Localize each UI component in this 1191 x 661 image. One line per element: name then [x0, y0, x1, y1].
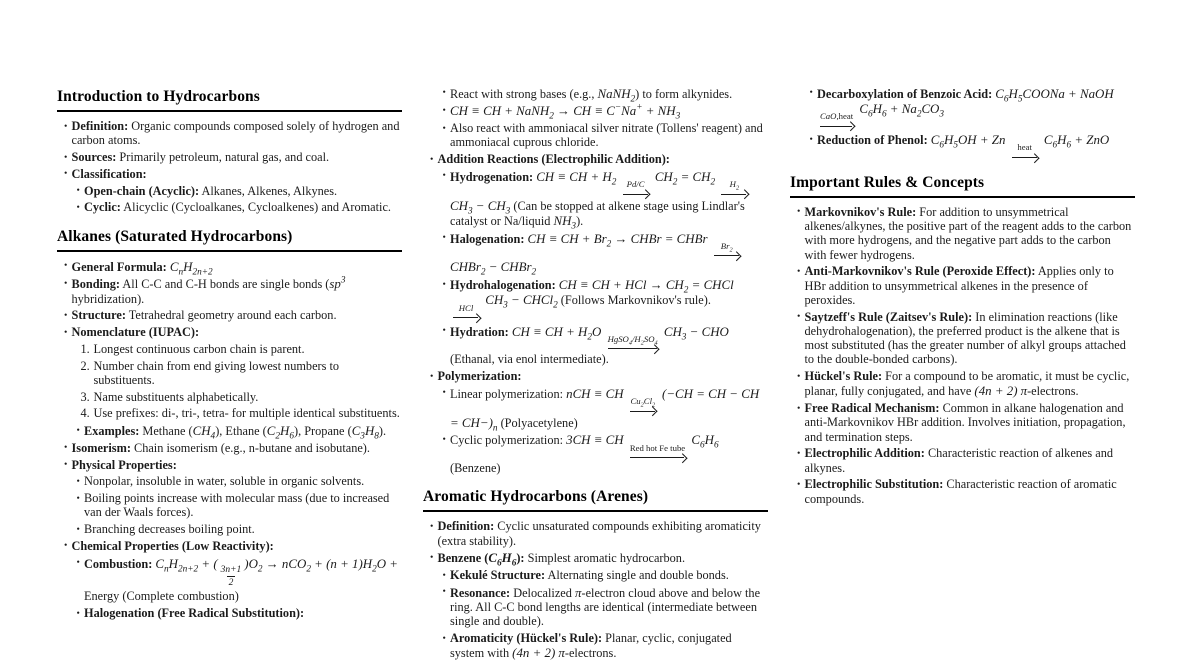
list-item: [423, 277, 768, 321]
item-label: Halogenation (Free Radical Substitution):: [84, 606, 305, 621]
bullet-icon: •: [442, 433, 446, 445]
item-text: Structure: Tetrahedral geometry around each carbon.: [71, 308, 337, 323]
item-label: Markovnikov's Rule:: [804, 204, 917, 219]
list-item: [57, 522, 402, 536]
math-expression: $sp^3$: [329, 275, 346, 292]
list-item: [790, 446, 1135, 475]
bullet-icon: •: [64, 277, 68, 289]
list-item: [423, 152, 768, 166]
item-text: [817, 132, 1110, 153]
section: [57, 228, 402, 621]
list-item: [57, 359, 402, 388]
list-item: [423, 568, 768, 582]
column-1: [57, 83, 402, 626]
item-label: Structure:: [71, 308, 126, 323]
reaction-arrow-icon: [721, 180, 747, 197]
item-label: Polymerization:: [437, 369, 522, 383]
list-item: [57, 150, 402, 164]
reaction-arrow-icon: [714, 242, 740, 259]
bullet-icon: •: [442, 325, 446, 336]
math-expression: π: [558, 645, 565, 661]
item-text: Saytzeff's Rule (Zaitsev's Rule): In elimination reactions (like dehydrohalogenation), the preferred product is the alkene that is most substituted (has the greater number of alkyl groups attached to the double-bonded carbons).: [804, 309, 1126, 367]
item-text: Nonpolar, insoluble in water, soluble in organic solvents.: [84, 474, 365, 489]
item-text: Boiling points increase with molecular mass (due to increased van der Waals forces).: [84, 491, 390, 520]
bullet-icon: •: [797, 370, 801, 382]
math-expression: CaO,heat: [820, 111, 854, 122]
item-label: Aromaticity (Hückel's Rule):: [450, 631, 603, 645]
item-text: Sources: Primarily petroleum, natural gas, and coal.: [71, 150, 330, 164]
bullet-icon: •: [797, 402, 801, 414]
item-label: Definition:: [437, 519, 495, 534]
list-item: [57, 390, 402, 404]
math-expression: $CH_4$: [192, 423, 216, 442]
math-expression: $C_6H_5OH + Zn$ heat $C_6H_6$ + ZnO: [931, 132, 1109, 147]
bullet-icon: •: [442, 232, 446, 243]
list-item: [423, 85, 768, 105]
section-heading: Introduction to Hydrocarbons: [57, 88, 402, 112]
list-item: [57, 325, 402, 339]
math-expression: CH ≡ CH + $H_2O$ $HgSO_4/H_2SO_4$ $CH_3$ − CHO: [512, 324, 729, 339]
list-item: [790, 132, 1135, 161]
bullet-icon: •: [64, 120, 68, 132]
item-text: [72, 539, 274, 553]
math-expression: $C_nH_{2n+2}$: [169, 258, 213, 278]
item-label: Hydration:: [450, 324, 509, 339]
bullet-icon: •: [797, 478, 801, 490]
math-expression: $C_3H_8$: [351, 423, 379, 442]
bullet-icon: •: [430, 520, 434, 532]
bullet-icon: •: [442, 278, 446, 290]
bullet-icon: •: [797, 265, 801, 277]
bullet-icon: •: [442, 632, 446, 644]
number-marker: 1.: [80, 341, 90, 356]
item-text: Also react with ammoniacal silver nitrate (Tollens' reagent) and ammoniacal cuprous chloride.: [450, 121, 763, 150]
bullet-icon: •: [809, 133, 813, 145]
list-item: [57, 276, 402, 306]
number-marker: 2.: [80, 358, 90, 373]
list-item: [57, 184, 402, 198]
bullet-icon: •: [442, 387, 446, 399]
math-expression: CH ≡ CH + $Br_2$ → CHBr = CHBr $Br_2$ CHBr$_2$ − CHBr$_2$: [450, 231, 743, 275]
math-expression: π: [1020, 383, 1028, 399]
math-expression: $Cu_2Cl_2$: [630, 396, 656, 409]
bullet-icon: •: [442, 104, 446, 116]
item-label: Hydrogenation:: [450, 169, 534, 184]
list-item: [790, 401, 1135, 444]
list-item: [790, 264, 1135, 307]
item-text: Definition: Cyclic unsaturated compounds exhibiting aromaticity (extra stability).: [437, 519, 761, 548]
list-item: [423, 519, 768, 548]
reaction-arrow-icon: [453, 304, 479, 321]
item-text: Hydration: CH ≡ CH + $H_2O$ $HgSO_4/H_2SO_4$ $CH_3$ − CHO (Ethanal, via enol intermediate).: [450, 323, 729, 367]
list-item: [423, 385, 768, 434]
list-item: [57, 167, 402, 181]
bullet-icon: •: [430, 551, 434, 563]
math-expression: π: [575, 584, 582, 600]
bullet-icon: •: [797, 447, 801, 459]
item-label: Electrophilic Addition:: [804, 446, 925, 461]
item-text: Aromaticity (Hückel's Rule): Planar, cyclic, conjugated system with (4n + 2) π-electrons.: [450, 631, 732, 661]
bullet-icon: •: [430, 153, 434, 165]
reaction-arrow-icon: [1012, 143, 1038, 160]
bullet-icon: •: [809, 87, 813, 98]
list-item: [423, 102, 768, 122]
item-text: Hydrohalogenation: CH ≡ CH + HCl → $CH_2$ = CHCl HCl $CH_3$ − CHCl$_2$ (Follows Markovnikov's rule).: [450, 278, 734, 307]
item-text: [817, 85, 1114, 122]
list-item: [57, 423, 402, 442]
bullet-icon: •: [64, 459, 68, 470]
section-heading: Important Rules & Concepts: [790, 174, 1135, 198]
list-item: [790, 205, 1135, 262]
item-text: Number chain from end giving lowest numbers to substituents.: [93, 358, 340, 387]
math-expression: CH ≡ CH + $H_2$ Pd/C $CH_2 = CH_2$ $H_2$ $CH_3 - CH_3$: [450, 169, 750, 213]
math-expression: CH ≡ CH + NaNH$_2$ → CH ≡ $C^-Na^+ + NH_3$: [450, 102, 681, 122]
bullet-icon: •: [76, 607, 80, 619]
item-text: Open-chain (Acyclic): Alkanes, Alkenes, Alkynes.: [84, 183, 338, 198]
item-label: Halogenation:: [450, 231, 525, 246]
bullet-icon: •: [64, 260, 68, 271]
item-text: Electrophilic Addition: Characteristic reaction of alkenes and alkynes.: [804, 446, 1113, 475]
math-expression: $C_6H_6$: [488, 550, 517, 569]
section: [423, 488, 768, 660]
bullet-icon: •: [76, 557, 80, 568]
math-expression: 2: [228, 578, 234, 589]
list-item: [57, 539, 402, 553]
item-label: Reduction of Phenol:: [817, 133, 928, 147]
math-expression: NaNH$_2$: [597, 85, 636, 105]
number-marker: 4.: [80, 406, 90, 421]
item-text: Cyclic polymerization: 3CH ≡ CH Red hot Fe tube $C_6H_6$ (Benzene): [450, 432, 719, 475]
item-label: Electrophilic Substitution:: [804, 477, 944, 492]
math-expression: $C_nH_{2n+2}$ + ( $\frac{3n+1}{2}$ )$O_2 \to nCO_2 + (n + 1)H_2O$ +: [155, 555, 399, 589]
math-expression: $NH_3$: [553, 212, 577, 232]
item-label: Physical Properties:: [71, 457, 177, 472]
item-text: Free Radical Mechanism: Common in alkane halogenation and anti-Markovnikov HBr addition. Involves initiation, propagation, and termination steps.: [804, 401, 1126, 444]
list-item: [790, 86, 1135, 130]
item-text: Definition: Organic compounds composed solely of hydrogen and carbon atoms.: [71, 119, 400, 148]
item-label: Classification:: [71, 166, 147, 181]
column-3: [790, 83, 1135, 626]
item-text: Longest continuous carbon chain is parent.: [93, 341, 305, 356]
math-expression: $HgSO_4/H_2SO_4$: [607, 333, 658, 347]
item-text: Use prefixes: di-, tri-, tetra- for multiple identical substituents.: [93, 406, 400, 421]
bullet-icon: •: [442, 122, 446, 134]
item-text: Branching decreases boiling point.: [84, 522, 255, 536]
item-label: Chemical Properties (Low Reactivity):: [71, 538, 274, 553]
item-text: Markovnikov's Rule: For addition to unsymmetrical alkenes/alkynes, the positive part of the reagent adds to the carbon with more hydrogens, and the negative part adds to the carbon with fewer hydrogens.: [804, 204, 1132, 262]
item-label: Benzene $(C_6H_6)$:: [437, 550, 525, 569]
reaction-arrow-icon: [630, 444, 685, 461]
item-text: Kekulé Structure: Alternating single and double bonds.: [450, 568, 729, 582]
item-text: [438, 152, 670, 166]
item-label: Open-chain (Acyclic):: [84, 183, 200, 198]
list-item: [423, 324, 768, 367]
bullet-icon: •: [64, 168, 68, 180]
column-2: [423, 83, 768, 661]
item-text: Resonance: Delocalized π-electron cloud above and below the ring. All C-C bond lengths are identical (intermediate between single and double).: [450, 584, 761, 629]
math-expression: Pd/C: [626, 179, 645, 190]
math-expression: $Br_2$: [720, 240, 733, 254]
item-label: Anti-Markovnikov's Rule (Peroxide Effect):: [804, 264, 1036, 279]
bullet-icon: •: [442, 569, 446, 581]
math-expression: $H_2$: [729, 179, 740, 192]
math-expression: HCl: [458, 302, 474, 313]
fraction: [219, 564, 244, 589]
bullet-icon: •: [76, 201, 80, 213]
item-text: Hückel's Rule: For a compound to be aromatic, it must be cyclic, planar, fully conjugated, and have (4n + 2) π-electrons.: [804, 369, 1130, 399]
list-item: [57, 200, 402, 214]
number-marker: 3.: [80, 389, 90, 404]
math-expression: 3CH ≡ CH Red hot Fe tube $C_6H_6$: [566, 432, 719, 447]
item-label: Sources:: [71, 150, 117, 164]
bullet-icon: •: [797, 206, 801, 218]
item-label: Definition:: [71, 119, 129, 133]
item-label: Free Radical Mechanism:: [804, 401, 940, 415]
item-label: Addition Reactions (Electrophilic Addition):: [437, 152, 670, 166]
bullet-icon: •: [64, 309, 68, 321]
list-item: [423, 168, 768, 232]
list-item: [423, 230, 768, 278]
list-item: [57, 556, 402, 604]
item-text: [450, 102, 681, 122]
item-label: Saytzeff's Rule (Zaitsev's Rule):: [804, 309, 973, 324]
item-text: Isomerism: Chain isomerism (e.g., n-butane and isobutane).: [71, 440, 370, 455]
item-text: Combustion: $C_nH_{2n+2}$ + ( $\frac{3n+1}{2}$ )$O_2 \to nCO_2 + (n + 1)H_2O$ + Energy (Complete combustion): [84, 555, 399, 604]
reaction-arrow-icon: [623, 180, 649, 197]
math-expression: $C_6H_5COONa$ + NaOH CaO,heat $C_6H_6 + Na_2CO_3$: [817, 86, 1114, 116]
item-text: Bonding: All C-C and C-H bonds are single bonds ($sp^3$ hybridization).: [71, 275, 346, 306]
math-expression: CH ≡ CH + HCl → $CH_2$ = CHCl HCl $CH_3$ − CHCl$_2$: [450, 277, 734, 307]
list-item: [57, 606, 402, 620]
item-text: React with strong bases (e.g., NaNH$_2$) to form alkynides.: [450, 85, 733, 105]
item-label: Bonding:: [71, 277, 121, 292]
item-text: [71, 258, 213, 278]
section: [790, 86, 1135, 161]
list-item: [423, 631, 768, 661]
bullet-icon: •: [430, 370, 434, 382]
bullet-icon: •: [64, 151, 68, 163]
list-item: [423, 121, 768, 150]
list-item: [57, 491, 402, 520]
math-expression: nCH ≡ CH $Cu_2Cl_2$ (−CH = CH − CH = $CH-)_n$: [450, 385, 760, 434]
list-item: [57, 458, 402, 472]
item-text: [84, 606, 304, 620]
item-text: Hydrogenation: CH ≡ CH + $H_2$ Pd/C $CH_2 = CH_2$ $H_2$ $CH_3 - CH_3$ (Can be stopped at alkene stage using Lindlar's catalyst or Na/liquid $NH_3$).: [450, 170, 750, 228]
bullet-icon: •: [76, 185, 80, 196]
item-label: Examples:: [84, 424, 140, 438]
bullet-icon: •: [64, 540, 68, 552]
bullet-icon: •: [64, 442, 68, 454]
bullet-icon: •: [64, 326, 68, 338]
list-item: [57, 308, 402, 322]
item-text: Benzene $(C_6H_6)$: Simplest aromatic hydrocarbon.: [437, 550, 686, 569]
item-text: [72, 458, 177, 472]
math-expression: heat: [1017, 142, 1032, 153]
math-expression: (4n + 2): [512, 645, 556, 661]
reaction-arrow-icon: [608, 335, 658, 352]
bullet-icon: •: [76, 475, 80, 487]
item-label: Hückel's Rule:: [804, 369, 883, 383]
list-item: [423, 585, 768, 629]
item-text: Electrophilic Substitution: Characteristic reaction of aromatic compounds.: [804, 477, 1117, 506]
section: [57, 88, 402, 215]
item-text: [438, 369, 522, 383]
item-label: Hydrohalogenation:: [450, 278, 556, 292]
item-label: Decarboxylation of Benzoic Acid:: [817, 86, 993, 101]
bullet-icon: •: [76, 424, 80, 436]
bullet-icon: •: [797, 311, 801, 322]
section-heading: Alkanes (Saturated Hydrocarbons): [57, 228, 402, 252]
item-text: [450, 230, 743, 278]
bullet-icon: •: [76, 523, 80, 535]
section-heading: Aromatic Hydrocarbons (Arenes): [423, 488, 768, 512]
item-label: Combustion:: [84, 556, 153, 571]
list-item: [57, 474, 402, 488]
item-text: Anti-Markovnikov's Rule (Peroxide Effect): Applies only to HBr addition to unsymmetrical alkenes in the presence of peroxides.: [804, 264, 1114, 307]
math-expression: (4n + 2): [974, 383, 1018, 399]
list-item: [57, 119, 402, 148]
item-text: Examples: Methane $(CH_4)$, Ethane $(C_2H_6)$, Propane $(C_3H_8)$.: [84, 423, 387, 442]
math-expression: $C_2H_6$: [266, 423, 294, 442]
math-expression: Red hot Fe tube: [629, 442, 686, 453]
list-item: [57, 342, 402, 356]
bullet-icon: •: [442, 586, 446, 598]
reaction-arrow-icon: [630, 397, 656, 414]
list-item: [423, 550, 768, 569]
section: [790, 174, 1135, 506]
item-text: [72, 167, 147, 181]
list-item: [790, 477, 1135, 506]
list-item: [57, 258, 402, 278]
bullet-icon: •: [442, 170, 446, 182]
reaction-arrow-icon: [820, 112, 853, 129]
item-text: Cyclic: Alicyclic (Cycloalkanes, Cycloalkenes) and Aromatic.: [84, 200, 391, 215]
section: [423, 86, 768, 476]
item-label: Isomerism:: [71, 440, 131, 455]
bullet-icon: •: [76, 492, 80, 504]
list-item: [790, 310, 1135, 367]
item-label: Nomenclature (IUPAC):: [71, 325, 200, 339]
list-item: [423, 432, 768, 475]
list-item: [57, 441, 402, 455]
item-text: Linear polymerization: nCH ≡ CH $Cu_2Cl_2$ (−CH = CH − CH = $CH-)_n$ (Polyacetylene): [450, 385, 760, 434]
item-label: Resonance:: [450, 585, 511, 600]
item-label: Cyclic:: [84, 200, 121, 215]
list-item: [57, 406, 402, 420]
list-item: [790, 369, 1135, 399]
bullet-icon: •: [442, 87, 446, 98]
list-item: [423, 369, 768, 383]
item-label: Kekulé Structure:: [450, 568, 546, 582]
math-expression: 3n+1: [220, 565, 242, 576]
item-text: Name substituents alphabetically.: [93, 389, 259, 404]
item-label: General Formula:: [71, 259, 167, 274]
item-text: [72, 325, 200, 339]
